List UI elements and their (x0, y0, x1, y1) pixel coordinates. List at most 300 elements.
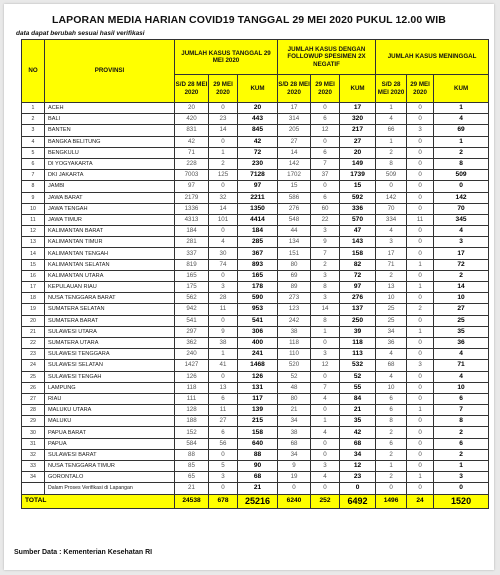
cell-kasus-29: 3 (209, 472, 238, 483)
cell-meninggal-kum: 8 (434, 158, 489, 169)
cell-no: 4 (22, 136, 45, 147)
cell-negatif-29: 0 (311, 371, 340, 382)
table-row (22, 282, 489, 293)
cell-kasus-kum: 7128 (238, 170, 278, 181)
cell-meninggal-sd28: 6 (376, 438, 407, 449)
cell-kasus-29: 56 (209, 438, 238, 449)
cell-kasus-kum: 590 (238, 293, 278, 304)
cell-provinsi: LAMPUNG (45, 382, 175, 393)
cell-meninggal-kum: 4 (434, 371, 489, 382)
table-row (22, 270, 489, 281)
cell-meninggal-kum: 2 (434, 270, 489, 281)
cell-meninggal-sd28: 36 (376, 337, 407, 348)
cell-kasus-kum: 90 (238, 461, 278, 472)
cell-provinsi: JAWA BARAT (45, 192, 175, 203)
cell-provinsi: NUSA TENGGARA TIMUR (45, 461, 175, 472)
cell-no: 24 (22, 360, 45, 371)
cell-provinsi: BANGKA BELITUNG (45, 136, 175, 147)
cell-kasus-kum: 42 (238, 136, 278, 147)
cell-meninggal-29: 0 (407, 461, 434, 472)
cell-negatif-kum: 97 (340, 282, 376, 293)
cell-no: 26 (22, 382, 45, 393)
cell-provinsi: KEPULAUAN RIAU (45, 282, 175, 293)
cell-no: 21 (22, 326, 45, 337)
cell-negatif-sd28: 1702 (278, 170, 311, 181)
cell-negatif-sd28: 134 (278, 237, 311, 248)
cell-kasus-kum: 126 (238, 371, 278, 382)
table-row (22, 125, 489, 136)
cell-negatif-kum: 250 (340, 315, 376, 326)
cell-kasus-29: 30 (209, 248, 238, 259)
cell-meninggal-sd28: 68 (376, 360, 407, 371)
cell-meninggal-kum: 0 (434, 483, 489, 494)
cell-meninggal-29: 0 (407, 147, 434, 158)
cell-kasus-29: 0 (209, 483, 238, 494)
cell-meninggal-kum: 3 (434, 237, 489, 248)
header-negatif-sd28: S/D 28 MEI 2020 (278, 75, 311, 103)
cell-meninggal-29: 0 (407, 293, 434, 304)
cell-negatif-sd28: 9 (278, 461, 311, 472)
cell-provinsi: KALIMANTAN TENGAH (45, 248, 175, 259)
cell-kasus-kum: 443 (238, 114, 278, 125)
cell-meninggal-sd28: 8 (376, 158, 407, 169)
cell-kasus-sd28: 819 (175, 259, 209, 270)
cell-negatif-29: 12 (311, 125, 340, 136)
cell-negatif-29: 3 (311, 293, 340, 304)
cell-no: 23 (22, 349, 45, 360)
cell-no: 7 (22, 170, 45, 181)
cell-kasus-sd28: 7003 (175, 170, 209, 181)
cell-kasus-kum: 72 (238, 147, 278, 158)
header-no: NO (22, 40, 45, 103)
header-kasus-kum: KUM (238, 75, 278, 103)
cell-kasus-29: 9 (209, 326, 238, 337)
cell-no: 17 (22, 282, 45, 293)
cell-meninggal-sd28: 509 (376, 170, 407, 181)
cell-meninggal-sd28: 25 (376, 304, 407, 315)
header-meninggal-29: 29 MEI 2020 (407, 75, 434, 103)
cell-negatif-29: 0 (311, 181, 340, 192)
cell-meninggal-kum: 14 (434, 282, 489, 293)
cell-meninggal-29: 0 (407, 103, 434, 114)
table-row (22, 326, 489, 337)
cell-kasus-sd28: 281 (175, 237, 209, 248)
table-row (22, 371, 489, 382)
table-row (22, 315, 489, 326)
cell-negatif-sd28: 21 (278, 405, 311, 416)
cell-negatif-sd28: 520 (278, 360, 311, 371)
cell-negatif-kum: 35 (340, 416, 376, 427)
cell-no: 16 (22, 270, 45, 281)
cell-kasus-sd28: 42 (175, 136, 209, 147)
cell-provinsi: SUMATERA SELATAN (45, 304, 175, 315)
cell-meninggal-kum: 2 (434, 147, 489, 158)
cell-kasus-kum: 241 (238, 349, 278, 360)
cell-negatif-kum: 82 (340, 259, 376, 270)
cell-provinsi: SUMATERA BARAT (45, 315, 175, 326)
cell-negatif-kum: 47 (340, 226, 376, 237)
cell-kasus-sd28: 128 (175, 405, 209, 416)
cell-meninggal-29: 0 (407, 136, 434, 147)
cell-negatif-29: 14 (311, 304, 340, 315)
cell-kasus-sd28: 831 (175, 125, 209, 136)
cell-kasus-sd28: 21 (175, 483, 209, 494)
cell-negatif-kum: 12 (340, 461, 376, 472)
cell-kasus-29: 0 (209, 449, 238, 460)
table-row (22, 259, 489, 270)
cell-meninggal-kum: 2 (434, 449, 489, 460)
cell-negatif-29: 3 (311, 461, 340, 472)
header-group-negatif: JUMLAH KASUS DENGAN FOLLOWUP SPESIMEN 2X NEGATIF (278, 40, 376, 75)
header-kasus-sd28: S/D 28 MEI 2020 (175, 75, 209, 103)
cell-no: 22 (22, 337, 45, 348)
cell-negatif-29: 60 (311, 203, 340, 214)
cell-no: 14 (22, 248, 45, 259)
cell-kasus-29: 14 (209, 203, 238, 214)
cell-meninggal-29: 0 (407, 114, 434, 125)
cell-negatif-sd28: 205 (278, 125, 311, 136)
cell-meninggal-sd28: 10 (376, 293, 407, 304)
cell-negatif-kum: 276 (340, 293, 376, 304)
total-negatif-sd28: 6240 (278, 494, 311, 508)
cell-negatif-29: 8 (311, 282, 340, 293)
cell-negatif-29: 1 (311, 416, 340, 427)
cell-negatif-kum: 1739 (340, 170, 376, 181)
total-negatif-29: 252 (311, 494, 340, 508)
cell-negatif-sd28: 123 (278, 304, 311, 315)
cell-kasus-29: 0 (209, 315, 238, 326)
cell-negatif-sd28: 242 (278, 315, 311, 326)
cell-kasus-sd28: 85 (175, 461, 209, 472)
cell-meninggal-sd28: 3 (376, 237, 407, 248)
cell-kasus-sd28: 228 (175, 158, 209, 169)
cell-meninggal-sd28: 0 (376, 483, 407, 494)
cell-meninggal-29: 0 (407, 427, 434, 438)
cell-meninggal-29: 2 (407, 304, 434, 315)
cell-meninggal-29: 0 (407, 248, 434, 259)
total-kasus-kum: 25216 (238, 494, 278, 508)
cell-no: 9 (22, 192, 45, 203)
cell-meninggal-sd28: 4 (376, 226, 407, 237)
cell-negatif-kum: 320 (340, 114, 376, 125)
cell-negatif-29: 0 (311, 337, 340, 348)
cell-negatif-sd28: 314 (278, 114, 311, 125)
cell-meninggal-sd28: 66 (376, 125, 407, 136)
cell-meninggal-kum: 6 (434, 438, 489, 449)
table-row (22, 248, 489, 259)
cell-kasus-29: 32 (209, 192, 238, 203)
cell-negatif-sd28: 273 (278, 293, 311, 304)
cell-meninggal-sd28: 4 (376, 114, 407, 125)
cell-meninggal-sd28: 13 (376, 282, 407, 293)
cell-provinsi: KALIMANTAN TIMUR (45, 237, 175, 248)
cell-kasus-kum: 158 (238, 427, 278, 438)
cell-kasus-29: 2 (209, 158, 238, 169)
table-row (22, 405, 489, 416)
cell-kasus-kum: 367 (238, 248, 278, 259)
total-kasus-sd28: 24538 (175, 494, 209, 508)
cell-provinsi: ACEH (45, 103, 175, 114)
cell-meninggal-29: 1 (407, 472, 434, 483)
cell-negatif-kum: 17 (340, 103, 376, 114)
header-group-meninggal: JUMLAH KASUS MENINGGAL (376, 40, 489, 75)
cell-provinsi: BENGKULU (45, 147, 175, 158)
cell-no: 12 (22, 226, 45, 237)
cell-negatif-29: 6 (311, 147, 340, 158)
cell-meninggal-kum: 4 (434, 349, 489, 360)
cell-negatif-sd28: 27 (278, 136, 311, 147)
cell-meninggal-kum: 69 (434, 125, 489, 136)
cell-provinsi: GORONTALO (45, 472, 175, 483)
cell-kasus-sd28: 337 (175, 248, 209, 259)
table-row (22, 483, 489, 494)
cell-negatif-29: 6 (311, 192, 340, 203)
cell-kasus-kum: 178 (238, 282, 278, 293)
cell-kasus-sd28: 584 (175, 438, 209, 449)
cell-negatif-sd28: 34 (278, 416, 311, 427)
cell-negatif-29: 4 (311, 427, 340, 438)
cell-negatif-sd28: 151 (278, 248, 311, 259)
table-row (22, 170, 489, 181)
cell-no: 33 (22, 461, 45, 472)
cell-meninggal-kum: 509 (434, 170, 489, 181)
table-body (22, 103, 489, 509)
cell-negatif-sd28: 38 (278, 427, 311, 438)
cell-kasus-kum: 953 (238, 304, 278, 315)
cell-meninggal-kum: 2 (434, 427, 489, 438)
cell-kasus-29: 23 (209, 114, 238, 125)
cell-meninggal-sd28: 0 (376, 181, 407, 192)
cell-meninggal-29: 0 (407, 315, 434, 326)
cell-negatif-kum: 39 (340, 326, 376, 337)
cell-meninggal-sd28: 4 (376, 349, 407, 360)
total-meninggal-29: 24 (407, 494, 434, 508)
report-subtitle: data dapat berubah sesuai hasil verifikasi (16, 30, 145, 37)
cell-meninggal-kum: 345 (434, 214, 489, 225)
cell-negatif-sd28: 15 (278, 181, 311, 192)
cell-kasus-29: 125 (209, 170, 238, 181)
cell-no: 1 (22, 103, 45, 114)
cell-provinsi: SUMATERA UTARA (45, 337, 175, 348)
cell-kasus-29: 6 (209, 427, 238, 438)
total-meninggal-kum: 1520 (434, 494, 489, 508)
cell-negatif-29: 0 (311, 438, 340, 449)
cell-kasus-29: 11 (209, 304, 238, 315)
cell-kasus-kum: 4414 (238, 214, 278, 225)
table-row (22, 158, 489, 169)
cell-kasus-29: 0 (209, 226, 238, 237)
cell-kasus-sd28: 65 (175, 472, 209, 483)
cell-negatif-29: 3 (311, 349, 340, 360)
cell-negatif-kum: 532 (340, 360, 376, 371)
table-row (22, 449, 489, 460)
cell-kasus-sd28: 184 (175, 226, 209, 237)
cell-kasus-kum: 1468 (238, 360, 278, 371)
header-meninggal-sd28: S/D 28 MEI 2020 (376, 75, 407, 103)
cell-meninggal-29: 3 (407, 360, 434, 371)
cell-kasus-29: 1 (209, 147, 238, 158)
cell-provinsi: DKI JAKARTA (45, 170, 175, 181)
table-row (22, 304, 489, 315)
total-kasus-29: 678 (209, 494, 238, 508)
cell-negatif-sd28: 52 (278, 371, 311, 382)
cell-kasus-kum: 215 (238, 416, 278, 427)
cell-kasus-sd28: 420 (175, 114, 209, 125)
table-row (22, 214, 489, 225)
cell-no: 15 (22, 259, 45, 270)
cell-meninggal-kum: 1 (434, 136, 489, 147)
cell-kasus-kum: 184 (238, 226, 278, 237)
cell-negatif-kum: 72 (340, 270, 376, 281)
cell-kasus-29: 11 (209, 405, 238, 416)
cell-provinsi: BANTEN (45, 125, 175, 136)
table-row (22, 147, 489, 158)
table-row (22, 472, 489, 483)
cell-kasus-sd28: 97 (175, 181, 209, 192)
cell-kasus-sd28: 4313 (175, 214, 209, 225)
cell-meninggal-kum: 7 (434, 405, 489, 416)
cell-kasus-sd28: 297 (175, 326, 209, 337)
cell-meninggal-sd28: 2 (376, 147, 407, 158)
cell-kasus-sd28: 152 (175, 427, 209, 438)
total-meninggal-sd28: 1496 (376, 494, 407, 508)
cell-negatif-sd28: 68 (278, 438, 311, 449)
cell-meninggal-29: 1 (407, 259, 434, 270)
cell-meninggal-sd28: 25 (376, 315, 407, 326)
cell-negatif-kum: 21 (340, 405, 376, 416)
header-negatif-kum: KUM (340, 75, 376, 103)
cell-meninggal-kum: 17 (434, 248, 489, 259)
cell-kasus-29: 3 (209, 282, 238, 293)
cell-meninggal-29: 1 (407, 326, 434, 337)
cell-meninggal-kum: 10 (434, 382, 489, 393)
cell-meninggal-kum: 27 (434, 304, 489, 315)
cell-meninggal-29: 0 (407, 181, 434, 192)
cell-no: 30 (22, 427, 45, 438)
cell-kasus-sd28: 362 (175, 337, 209, 348)
cell-meninggal-sd28: 34 (376, 326, 407, 337)
cell-meninggal-29: 0 (407, 203, 434, 214)
report-title: LAPORAN MEDIA HARIAN COVID19 TANGGAL 29 MEI 2020 PUKUL 12.00 WIB (51, 14, 446, 26)
cell-meninggal-29: 3 (407, 125, 434, 136)
table-row (22, 349, 489, 360)
cell-meninggal-29: 0 (407, 337, 434, 348)
cell-no: 28 (22, 405, 45, 416)
cell-no: 19 (22, 304, 45, 315)
cell-negatif-29: 3 (311, 270, 340, 281)
cell-meninggal-kum: 142 (434, 192, 489, 203)
cell-no: 32 (22, 449, 45, 460)
cell-no: 2 (22, 114, 45, 125)
cell-no: 13 (22, 237, 45, 248)
cell-meninggal-sd28: 1 (376, 461, 407, 472)
table-row (22, 181, 489, 192)
cell-negatif-29: 9 (311, 237, 340, 248)
cell-meninggal-29: 0 (407, 270, 434, 281)
cell-negatif-29: 12 (311, 360, 340, 371)
cell-kasus-29: 0 (209, 103, 238, 114)
cell-provinsi: JAWA TIMUR (45, 214, 175, 225)
cell-kasus-kum: 117 (238, 393, 278, 404)
cell-kasus-kum: 1350 (238, 203, 278, 214)
cell-no: 8 (22, 181, 45, 192)
cell-negatif-29: 4 (311, 472, 340, 483)
cell-meninggal-29: 0 (407, 371, 434, 382)
table-row (22, 237, 489, 248)
cell-meninggal-29: 1 (407, 405, 434, 416)
cell-negatif-kum: 137 (340, 304, 376, 315)
table-row (22, 461, 489, 472)
cell-meninggal-29: 0 (407, 393, 434, 404)
cell-meninggal-kum: 1 (434, 103, 489, 114)
cell-no: 10 (22, 203, 45, 214)
report-page (4, 4, 494, 570)
cell-negatif-29: 22 (311, 214, 340, 225)
cell-meninggal-29: 0 (407, 382, 434, 393)
cell-kasus-kum: 68 (238, 472, 278, 483)
cell-negatif-sd28: 80 (278, 259, 311, 270)
table-row (22, 393, 489, 404)
cell-provinsi: NUSA TENGGARA BARAT (45, 293, 175, 304)
cell-kasus-29: 74 (209, 259, 238, 270)
cell-provinsi: PAPUA BARAT (45, 427, 175, 438)
cell-kasus-29: 14 (209, 125, 238, 136)
cell-meninggal-kum: 4 (434, 226, 489, 237)
cell-no: 5 (22, 147, 45, 158)
cell-kasus-29: 101 (209, 214, 238, 225)
cell-provinsi: SULAWESI TENGGARA (45, 349, 175, 360)
table-row (22, 416, 489, 427)
cell-no (22, 483, 45, 494)
cell-kasus-sd28: 165 (175, 270, 209, 281)
cell-meninggal-29: 0 (407, 349, 434, 360)
cell-meninggal-sd28: 4 (376, 371, 407, 382)
cell-meninggal-kum: 71 (434, 360, 489, 371)
cell-negatif-kum: 118 (340, 337, 376, 348)
header-group-kasus: JUMLAH KASUS TANGGAL 29 MEI 2020 (175, 40, 278, 75)
cell-negatif-sd28: 142 (278, 158, 311, 169)
cell-kasus-sd28: 942 (175, 304, 209, 315)
cell-negatif-29: 8 (311, 315, 340, 326)
cell-negatif-29: 0 (311, 449, 340, 460)
cell-negatif-kum: 52 (340, 371, 376, 382)
cell-no: 25 (22, 371, 45, 382)
cell-no: 34 (22, 472, 45, 483)
table-row (22, 103, 489, 114)
cell-kasus-sd28: 562 (175, 293, 209, 304)
cell-kasus-sd28: 20 (175, 103, 209, 114)
cell-kasus-kum: 20 (238, 103, 278, 114)
cell-negatif-sd28: 110 (278, 349, 311, 360)
cell-negatif-29: 0 (311, 136, 340, 147)
cell-negatif-29: 7 (311, 248, 340, 259)
cell-negatif-29: 1 (311, 326, 340, 337)
cell-kasus-29: 41 (209, 360, 238, 371)
cell-negatif-29: 6 (311, 114, 340, 125)
cell-kasus-sd28: 1427 (175, 360, 209, 371)
cell-meninggal-29: 0 (407, 226, 434, 237)
cell-meninggal-29: 0 (407, 192, 434, 203)
cell-meninggal-kum: 10 (434, 293, 489, 304)
cell-negatif-29: 0 (311, 405, 340, 416)
cell-meninggal-kum: 6 (434, 393, 489, 404)
total-label: TOTAL (22, 494, 175, 508)
cell-negatif-kum: 20 (340, 147, 376, 158)
cell-meninggal-sd28: 1 (376, 103, 407, 114)
cell-meninggal-29: 0 (407, 416, 434, 427)
cell-no: 27 (22, 393, 45, 404)
cell-kasus-sd28: 188 (175, 416, 209, 427)
